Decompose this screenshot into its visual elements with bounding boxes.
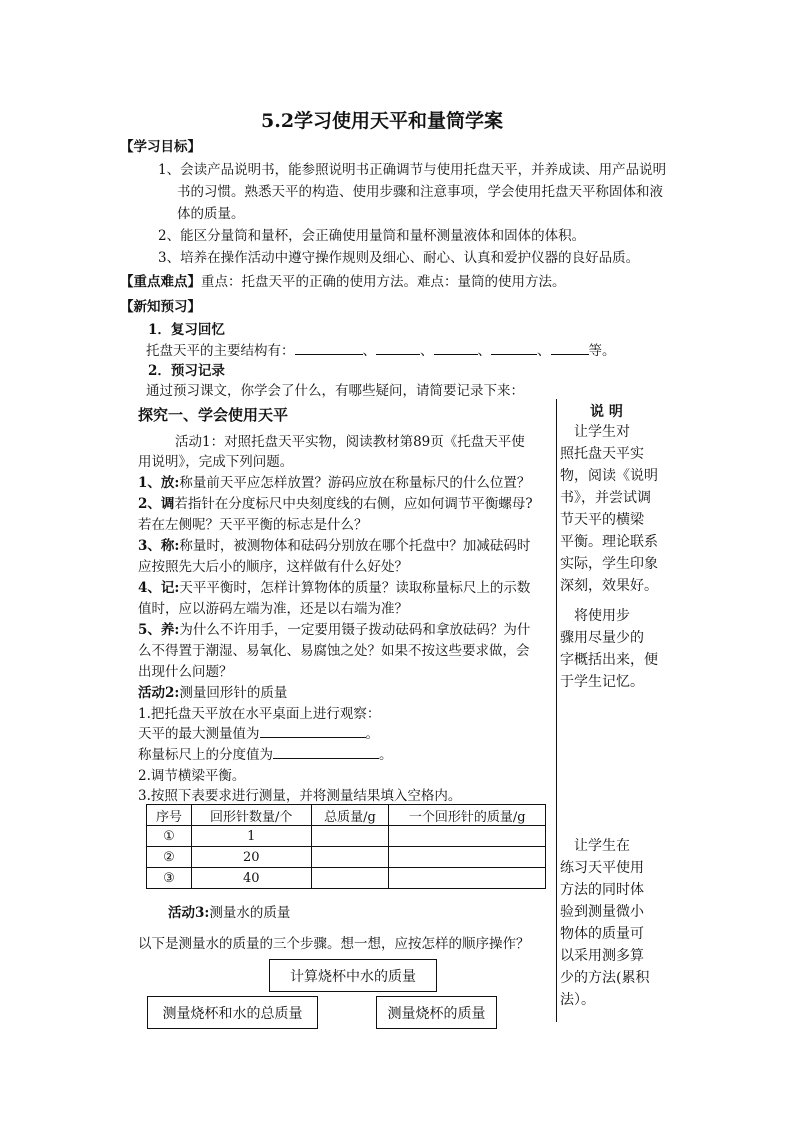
sep: 、 — [537, 343, 551, 359]
sep: 、 — [477, 343, 491, 359]
table-header: 一个回形针的质量/g — [389, 805, 546, 826]
question-4 — [138, 578, 530, 599]
table-header: 回形针数量/个 — [191, 805, 311, 826]
goal-3: 3、培养在操作活动中遵守操作规则及细心、耐心、认真和爱护仪器的良好品质。 — [158, 250, 640, 266]
activity-1-line-2: 用说明》，完成下列问题。 — [138, 454, 294, 470]
scale-division-label: 称量标尺上的分度值为 — [138, 747, 273, 763]
question-5-line-2: 么不得置于潮湿、易氧化、易腐蚀之处？如果不按这些要求做，会 — [138, 643, 530, 659]
note-1-line: 深刻，效果好。 — [560, 578, 658, 594]
note-3-line: 少的方法(累积 — [560, 970, 650, 986]
goal-2: 2、能区分量筒和量杯，会正确使用量筒和量杯测量液体和固体的体积。 — [158, 228, 586, 244]
table-cell-index: ② — [147, 847, 192, 868]
note-1-line: 照托盘天平实 — [560, 446, 644, 462]
note-3-line: 让学生在 — [560, 838, 630, 854]
question-3 — [138, 536, 530, 557]
sep: 、 — [362, 343, 376, 359]
table-header-row — [147, 805, 546, 826]
scale-division-suffix: 。 — [379, 747, 393, 763]
q1-key: 1、放: — [138, 475, 180, 491]
review-line — [146, 341, 616, 362]
q1-text: 称量前天平应怎样放置？游码应放在称量标尺的什么位置？ — [179, 475, 531, 491]
q4-key: 4、记: — [138, 580, 180, 596]
table-row — [147, 868, 546, 889]
table-cell-count: 1 — [191, 826, 311, 847]
scale-division-line — [138, 745, 393, 766]
note-1-line: 平衡。理论联系 — [560, 534, 658, 550]
act2-key: 活动2: — [138, 685, 180, 701]
table-cell-count: 20 — [191, 847, 311, 868]
note-1-line: 物，阅读《说明 — [560, 468, 658, 484]
blank-scale-division[interactable] — [273, 745, 379, 759]
review-title: 1．复习回忆 — [148, 322, 225, 338]
sep: 、 — [420, 343, 434, 359]
q5-key: 5、养: — [138, 622, 180, 638]
q2-key: 2、调 — [138, 496, 175, 512]
note-2-line: 字概括出来，便 — [560, 652, 658, 668]
q2-text: 若指针在分度标尺中央刻度线的右侧，应如何调节平衡螺母? — [174, 496, 533, 512]
goal-1-line-3: 体的质量。 — [177, 206, 245, 222]
max-measure-line — [138, 724, 379, 745]
record-text: 通过预习课文，你学会了什么，有哪些疑问，请简要记录下来： — [146, 383, 524, 399]
activity-1-line-1: 活动1：对照托盘天平实物，阅读教材第89页《托盘天平使 — [175, 434, 525, 450]
note-3-line: 方法的同时体 — [560, 882, 644, 898]
note-1-line: 书》，并尝试调 — [560, 490, 651, 506]
table-cell-unit-mass[interactable] — [389, 868, 546, 889]
note-3-line: 法）。 — [560, 992, 595, 1008]
max-measure-suffix: 。 — [365, 726, 379, 742]
goals-header: 【学习目标】 — [120, 139, 201, 155]
question-3-line-2: 应按照先大后小的顺序，这样做有什么好处？ — [138, 559, 408, 575]
table-cell-total-mass[interactable] — [311, 847, 389, 868]
note-3-line: 验到测量微小 — [560, 904, 644, 920]
step-1: 1.把托盘天平放在水平桌面上进行观察： — [138, 706, 381, 722]
activity-3-intro: 以下是测量水的质量的三个步骤。想一想，应按怎样的顺序操作？ — [138, 936, 530, 952]
table-cell-total-mass[interactable] — [311, 868, 389, 889]
review-prefix: 托盘天平的主要结构有： — [146, 343, 295, 359]
q3-text: 称量时，被测物体和砝码分别放在哪个托盘中？加减砝码时 — [179, 538, 531, 554]
note-2-line: 骤用尽量少的 — [560, 630, 644, 646]
note-2-line: 于学生记忆。 — [560, 674, 644, 690]
measurement-table — [146, 804, 546, 889]
note-3-line: 练习天平使用 — [560, 860, 644, 876]
step-2: 2.调节横梁平衡。 — [138, 768, 246, 784]
act3-key: 活动3: — [168, 905, 210, 921]
q5-text: 为什么不许用手，一定要用镊子拨动砝码和拿放砝码？为什 — [179, 622, 531, 638]
q3-key: 3、称: — [138, 538, 180, 554]
q4-text: 天平平衡时，怎样计算物体的质量？读取称量标尺上的示数 — [179, 580, 531, 596]
act2-text: 测量回形针的质量 — [179, 685, 288, 701]
note-3-line: 物体的质量可 — [560, 926, 644, 942]
goal-1-line-1: 1、会读产品说明书，能参照说明书正确调节与使用托盘天平，并养成读、用产品说明 — [158, 162, 667, 178]
explore-title: 探究一、学会使用天平 — [138, 406, 289, 424]
note-3 — [560, 835, 649, 1011]
page-title: 5.2学习使用天平和量筒学案 — [261, 110, 504, 132]
table-row — [147, 847, 546, 868]
note-1-line: 节天平的横梁 — [560, 512, 644, 528]
note-2 — [560, 605, 658, 693]
step-box-measure-beaker: 测量烧杯的质量 — [376, 996, 497, 1029]
blank-max-measure[interactable] — [260, 724, 366, 738]
blank-structure-3[interactable] — [434, 341, 478, 355]
key-points-header: 【重点难点】 — [120, 274, 201, 290]
notes-title: 说 明 — [590, 404, 623, 420]
question-2-line-2: 若在左侧呢？天平平衡的标志是什么？ — [138, 517, 368, 533]
question-1 — [138, 473, 530, 494]
record-title: 2．预习记录 — [148, 363, 225, 379]
goal-1-line-2: 书的习惯。熟悉天平的构造、使用步骤和注意事项，学会使用托盘天平称固体和液 — [177, 184, 663, 200]
question-5-line-3: 出现什么问题？ — [138, 664, 233, 680]
review-suffix: 等。 — [588, 343, 616, 359]
question-5 — [138, 620, 530, 641]
table-row — [147, 826, 546, 847]
act3-text: 测量水的质量 — [209, 905, 291, 921]
blank-structure-5[interactable] — [551, 341, 589, 355]
column-divider — [556, 399, 557, 1022]
note-1-line: 实际，学生印象 — [560, 556, 658, 572]
table-cell-index: ① — [147, 826, 192, 847]
preview-header: 【新知预习】 — [120, 299, 201, 315]
blank-structure-1[interactable] — [295, 341, 363, 355]
table-cell-count: 40 — [191, 868, 311, 889]
note-1-line: 让学生对 — [560, 424, 630, 440]
question-2 — [138, 494, 533, 515]
table-header: 总质量/g — [311, 805, 389, 826]
activity-3 — [168, 903, 290, 924]
step-box-measure-total: 测量烧杯和水的总质量 — [147, 996, 318, 1029]
table-header: 序号 — [147, 805, 192, 826]
table-cell-index: ③ — [147, 868, 192, 889]
question-4-line-2: 值时，应以游码左端为准，还是以右端为准？ — [138, 601, 408, 617]
key-points-text: 重点：托盘天平的正确的使用方法。难点：量筒的使用方法。 — [201, 274, 566, 290]
key-points — [120, 272, 566, 293]
note-2-line: 将使用步 — [560, 608, 630, 624]
table-cell-unit-mass[interactable] — [389, 826, 546, 847]
activity-2 — [138, 683, 287, 704]
step-box-calc-water: 计算烧杯中水的质量 — [269, 959, 437, 992]
step-3: 3.按照下表要求进行测量，并将测量结果填入空格内。 — [138, 788, 462, 804]
table-cell-total-mass[interactable] — [311, 826, 389, 847]
note-1 — [560, 421, 658, 597]
note-3-line: 以采用测多算 — [560, 948, 644, 964]
table-cell-unit-mass[interactable] — [389, 847, 546, 868]
max-measure-label: 天平的最大测量值为 — [138, 726, 260, 742]
blank-structure-2[interactable] — [376, 341, 420, 355]
blank-structure-4[interactable] — [491, 341, 537, 355]
